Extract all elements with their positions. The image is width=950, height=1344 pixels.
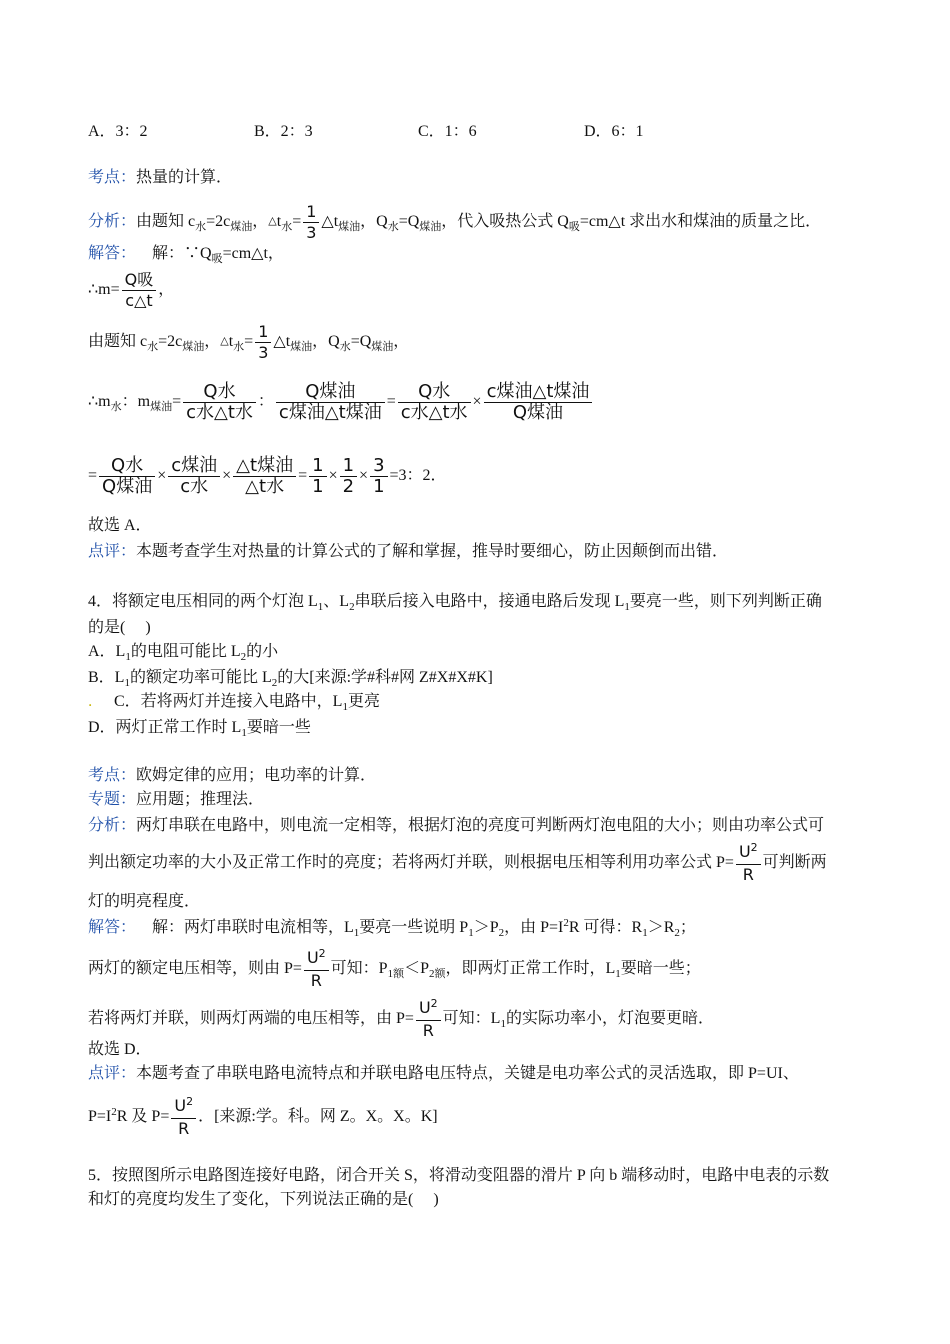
sub: 水 [195, 221, 207, 234]
q4-zhuanti: 专题：应用题；推理法． [88, 791, 265, 808]
q4-kaodian: 考点：欧姆定律的应用；电功率的计算． [88, 767, 377, 784]
text: ， [252, 213, 269, 231]
text: = [244, 333, 254, 351]
text: ， [158, 281, 175, 299]
text: =2c [206, 213, 231, 231]
text: =3：2． [389, 467, 447, 485]
jieda-label: 解答： [88, 919, 137, 936]
fraction-u2-over-r: $\frac{U^2}{R}$ [736, 842, 761, 885]
sub: 煤油 [290, 341, 313, 354]
sub: △ [268, 215, 277, 228]
option-a: A．3：2 [88, 123, 148, 140]
sub: 水 [233, 341, 245, 354]
dianping-label: 点评： [88, 543, 137, 560]
sub: 煤油 [230, 221, 253, 234]
fraction-q-over-ct: $\frac{\text{Q吸}}{c\triangle t}$ [122, 270, 157, 311]
text: =2c [158, 333, 183, 351]
text: =cm△t， [222, 245, 284, 262]
dot-mark: ． [88, 695, 102, 710]
sub: 煤油 [338, 221, 361, 234]
q4-jieda-2: 两灯的额定电压相等，则由 P= $\frac{U^2}{R}$ 可知：$P_{1额}<P_{2额}$，即两灯正常工作时，$L_1$要暗一些； [88, 947, 701, 990]
q4-fenxi-2: 判出额定功率的大小及正常工作时的亮度；若将两灯并联，则根据电压相等利用功率公式 P= $\frac{U^2}{R}$ 可判断两 [88, 841, 827, 884]
text: ∴m= [88, 281, 120, 299]
kaodian-label: 考点： [88, 767, 137, 784]
text: 由题知 c [136, 213, 196, 231]
fraction: $\frac{1}{2}$ [340, 456, 357, 497]
sub: 煤油 [419, 221, 442, 234]
q4-stem-line-1: 4．将额定电压相同的两个灯泡 $L_1$、$L_2$串联后接入电路中，接通电路后发现 $L_1$要亮一些，则下列判断正确 [88, 593, 822, 613]
q3-ratio [88, 382, 594, 423]
fraction: $\frac{\text{c煤油△t煤油}}{\text{Q煤油}}$ [484, 382, 593, 423]
fenxi-label: 分析： [88, 213, 137, 231]
fraction-u2-over-r: $\frac{U^2}{R}$ [171, 1096, 196, 1139]
fraction: $\frac{\text{Q水}}{\text{c水△t水}}$ [398, 382, 471, 423]
q3-known [88, 322, 409, 363]
q3-choose: 故选 A． [88, 517, 152, 534]
fraction-u2-over-r: $\frac{U^2}{R}$ [416, 998, 441, 1041]
text: ∴m [88, 393, 111, 411]
text: × [157, 467, 167, 485]
q4-dianping-1: 点评：本题考查了串联电路电流特点和并联电路电压特点，关键是电功率公式的灵活选取，即 P=UI、 [88, 1065, 799, 1082]
text: △t [273, 333, 291, 351]
text: = [88, 467, 98, 485]
text: △t [321, 213, 339, 231]
text: × [328, 467, 338, 485]
text: 解：∵Q [152, 245, 212, 262]
kaodian-label: 考点： [88, 169, 137, 186]
q3-kaodian [88, 168, 232, 188]
option-d: D．6：1 [584, 123, 644, 140]
q4-fenxi-3: 灯的明亮程度． [88, 893, 201, 910]
q3-jieda [88, 244, 284, 265]
option-c: C．1：6 [418, 123, 477, 140]
q4-jieda-1: 解答： 解：两灯串联时电流相等，$L_1$要亮一些说明 $P_1>P_2$，由 $P=I^2R$ 可得：$R_1>R_2$； [88, 917, 696, 939]
q3-fenxi [88, 202, 821, 243]
text: ， [393, 333, 410, 351]
sub: 煤油 [371, 341, 394, 354]
q4-option-c: ． C．若将两灯并连接入电路中，$L_1$更亮 [88, 693, 380, 713]
q4-option-a: A．$L_1$的电阻可能比 $L_2$的小 [88, 643, 279, 663]
text: × [359, 467, 369, 485]
text: 本题考查学生对热量的计算公式的了解和掌握，推导时要细心，防止因颠倒而出错． [136, 543, 729, 560]
fraction-one-third: $\frac{1}{3}$ [255, 322, 271, 363]
fraction-u2-over-r: $\frac{U^2}{R}$ [304, 948, 329, 991]
q4-jieda-3: 若将两灯并联，则两灯两端的电压相等，由 P= $\frac{U^2}{R}$ 可知：$L_1$的实际功率小，灯泡要更暗． [88, 997, 714, 1040]
zhuanti-label: 专题： [88, 791, 137, 808]
fraction: $\frac{3}{1}$ [370, 456, 387, 497]
fraction: $\frac{\text{Q煤油}}{\text{c煤油△t煤油}}$ [276, 382, 385, 423]
fraction: $\frac{1}{1}$ [309, 456, 326, 497]
text: =cm△t 求出水和煤油的质量之比． [579, 213, 822, 231]
q4-dianping-2: $P=I^2R$ 及 P= $\frac{U^2}{R}$ ．[来源:学。科。网 Z。X。X。K] [88, 1095, 438, 1138]
q3-ratio-result [88, 456, 447, 497]
dianping-label: 点评： [88, 1065, 137, 1082]
q3-mass-formula [88, 270, 174, 311]
q4-stem-line-2: 的是( ) [88, 619, 151, 636]
q4-fenxi-1: 分析：两灯串联在电路中，则电流一定相等，根据灯泡的亮度可判断两灯泡电阻的大小；则由功率公式可 [88, 817, 825, 834]
text: =Q [398, 213, 420, 231]
fenxi-label: 分析： [88, 817, 137, 834]
sub: 水 [339, 341, 351, 354]
sub: 吸 [568, 221, 580, 234]
sub: 水 [387, 221, 399, 234]
text: ：m [121, 393, 151, 411]
text: = [172, 393, 182, 411]
text: ，Q [360, 213, 388, 231]
text: ， [204, 333, 221, 351]
text: 由题知 c [88, 333, 148, 351]
kaodian-text: 热量的计算． [136, 169, 233, 186]
text: × [472, 393, 482, 411]
text: ，代入吸热公式 Q [441, 213, 569, 231]
fraction: $\frac{\text{Q水}}{\text{c水△t水}}$ [183, 382, 256, 423]
q4-option-d: D．两灯正常工作时 $L_1$要暗一些 [88, 719, 311, 739]
text: ，Q [312, 333, 340, 351]
text: = [298, 467, 308, 485]
q5-stem-line-1: 5．按照图所示电路图连接好电路，闭合开关 S，将滑动变阻器的滑片 P 向 b 端移动时，电路中电表的示数 [88, 1167, 830, 1184]
q3-dianping [88, 542, 728, 562]
jieda-label: 解答： [88, 245, 137, 262]
text: t [228, 333, 234, 351]
text: t [276, 213, 282, 231]
text: = [386, 393, 396, 411]
fraction-one-third: $\frac{1}{3}$ [303, 202, 319, 243]
text: = [292, 213, 302, 231]
sub: 水 [110, 401, 122, 414]
sub: 水 [147, 341, 159, 354]
q4-choose: 故选 D． [88, 1041, 152, 1058]
text: =Q [350, 333, 372, 351]
option-b: B．2：3 [254, 123, 313, 140]
sub: 水 [281, 221, 293, 234]
sub: 吸 [211, 253, 223, 265]
sub: △ [220, 335, 229, 348]
fraction: $\frac{\text{Q水}}{\text{Q煤油}}$ [99, 456, 155, 497]
sub: 煤油 [150, 401, 173, 414]
text: ： [257, 393, 274, 411]
q4-option-b: B．$L_1$的额定功率可能比 $L_2$的大[来源:学#科#网 Z#X#X#K] [88, 669, 493, 689]
q5-stem-line-2: 和灯的亮度均发生了变化，下列说法正确的是( ) [88, 1191, 439, 1208]
fraction: $\frac{\text{△t煤油}}{\text{△t水}}$ [233, 456, 296, 497]
fraction: $\frac{\text{c煤油}}{\text{c水}}$ [168, 456, 220, 497]
text: × [222, 467, 232, 485]
sub: 煤油 [182, 341, 205, 354]
